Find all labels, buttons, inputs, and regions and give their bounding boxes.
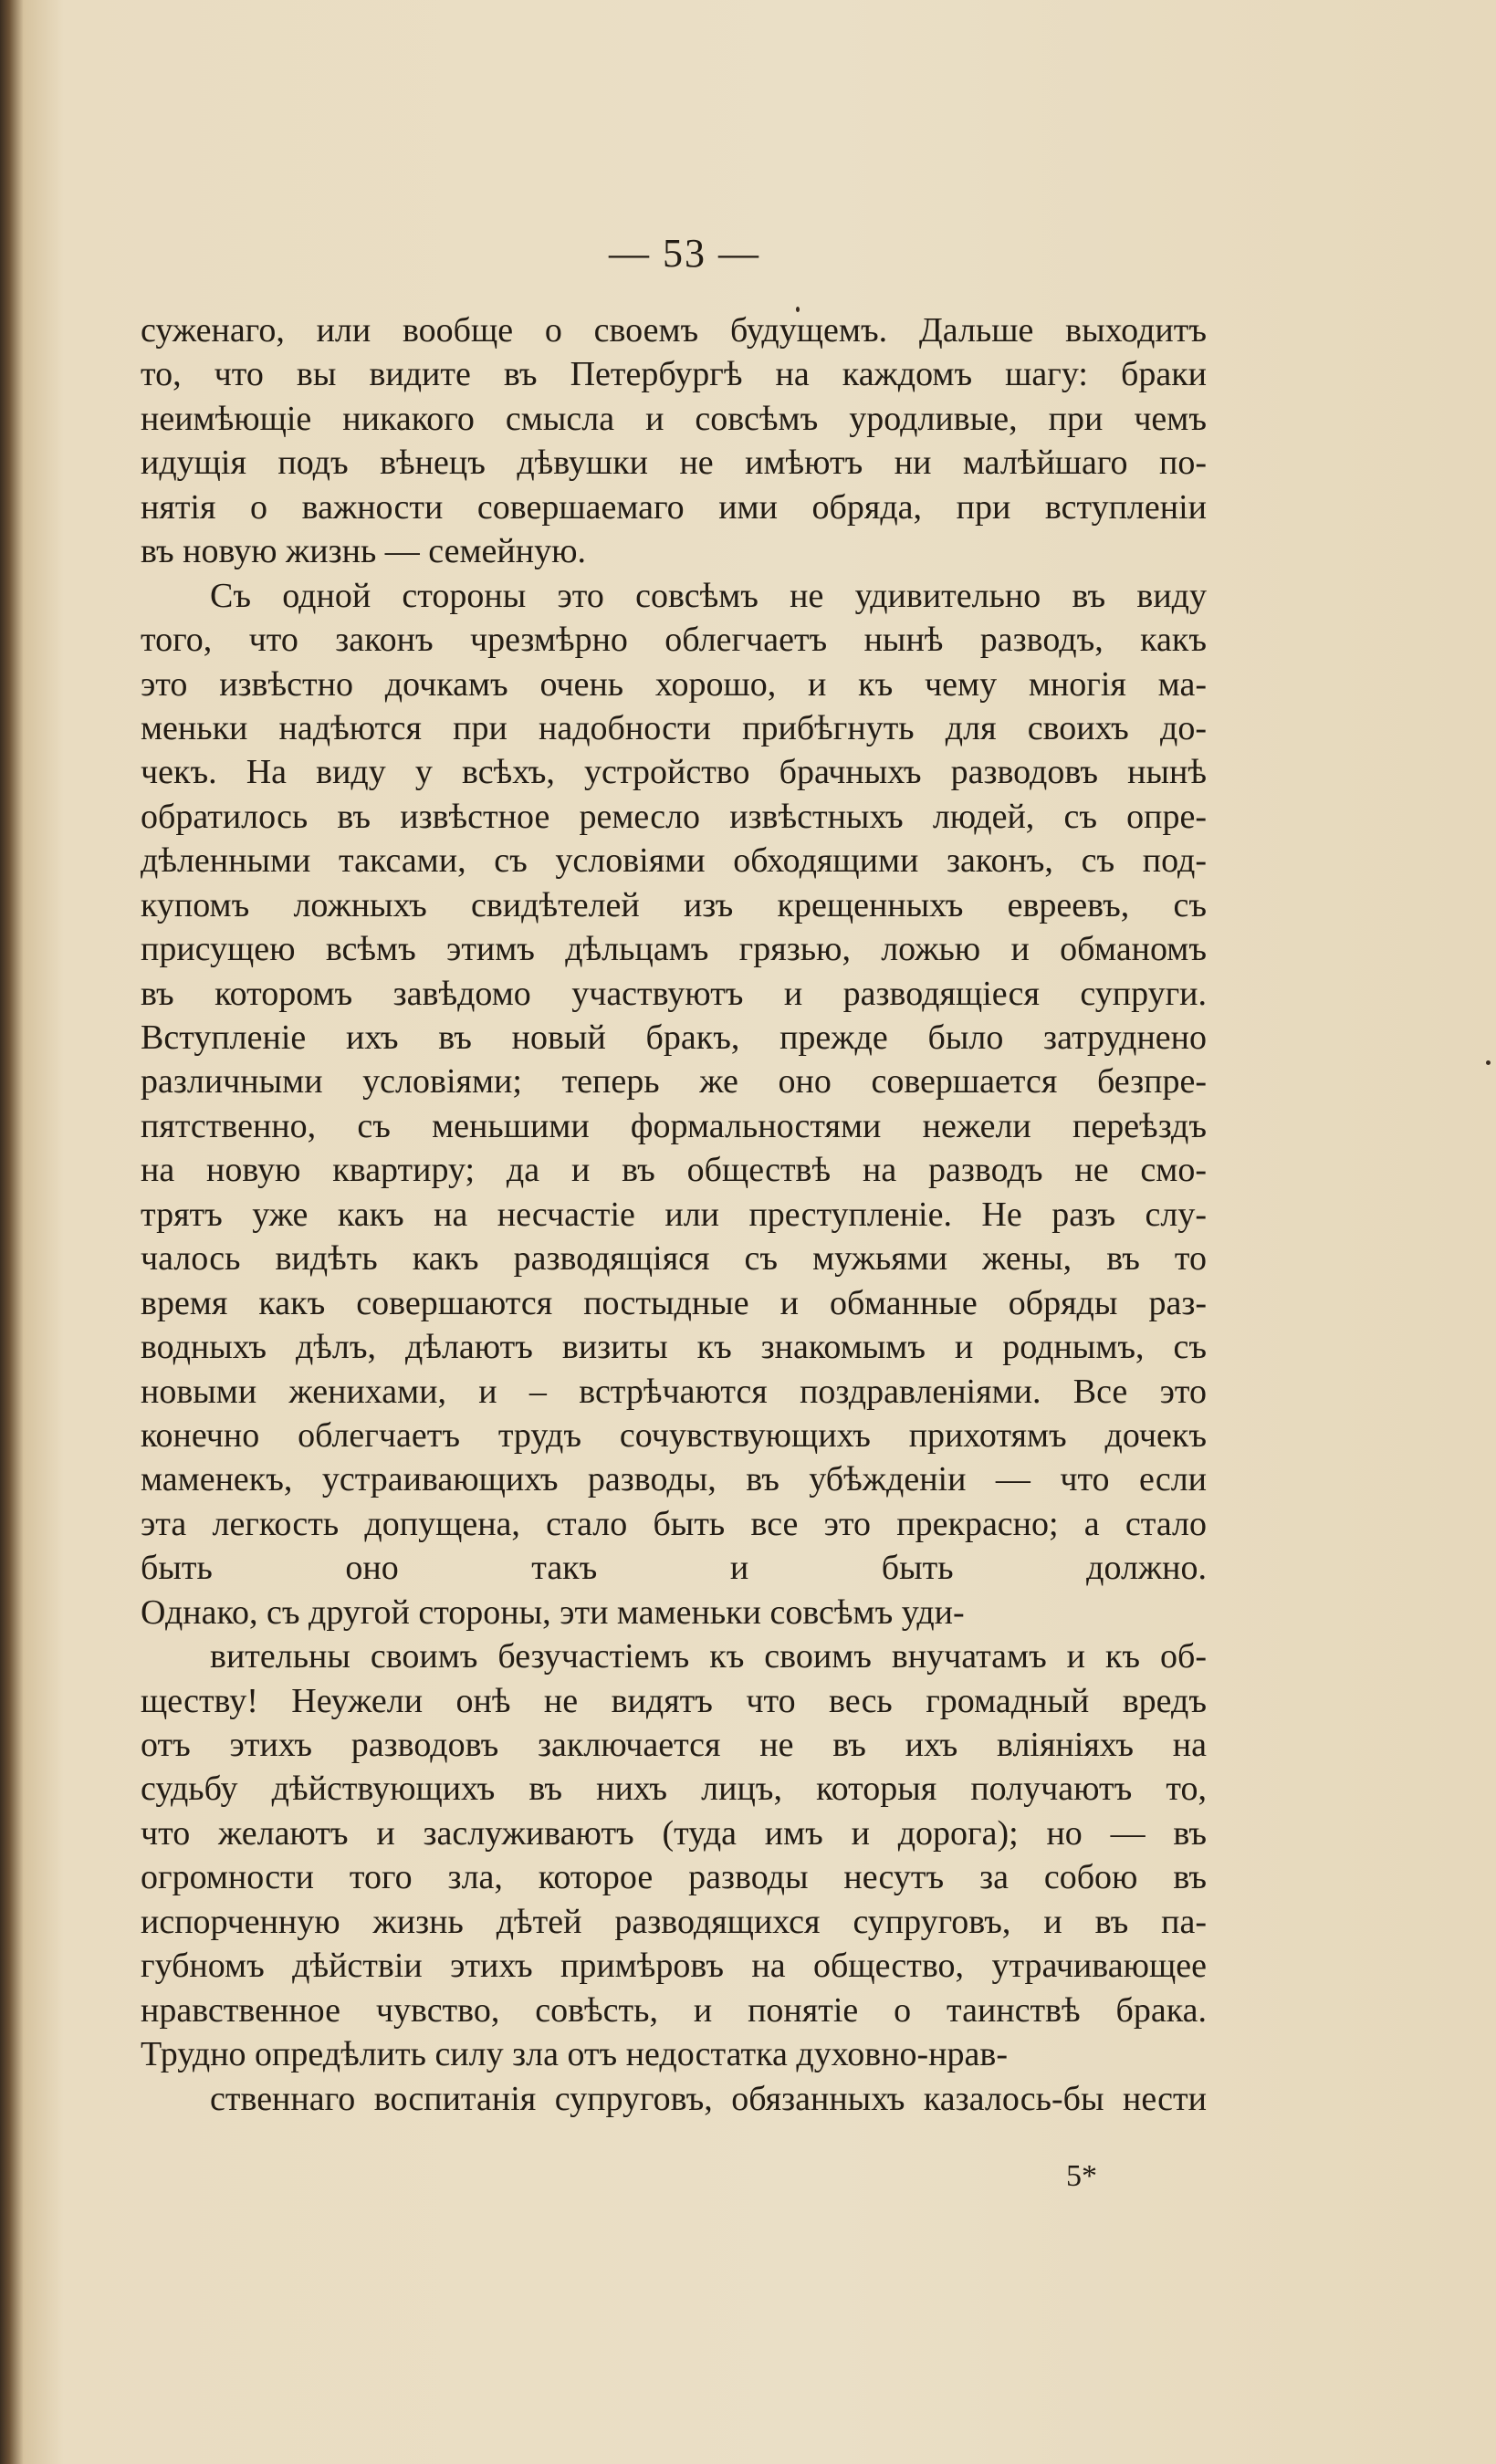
text-line: испорченную жизнь дѣтей разводящихся супруговъ, и въ па- xyxy=(141,1902,1207,1941)
text-line: новыми женихами, и – встрѣчаются поздравленіями. Все это xyxy=(141,1372,1207,1411)
text-line: ществу! Неужели онѣ не видятъ что весь громадный вредъ xyxy=(141,1681,1207,1720)
text-line: отъ этихъ разводовъ заключается не въ ихъ вліяніяхъ на xyxy=(141,1726,1207,1764)
text-line: быть оно такъ и быть должно. xyxy=(141,1549,1207,1588)
text-line: конечно облегчаетъ трудъ сочувствующихъ прихотямъ дочекъ xyxy=(141,1415,1207,1455)
text-line: на новую квартиру; да и въ обществѣ на разводъ не смо- xyxy=(141,1151,1207,1190)
text-line xyxy=(141,2121,1207,2165)
signature-mark: 5* xyxy=(1066,2159,1097,2193)
text-line: эта легкость допущена, стало быть все это прекрасно; а стало xyxy=(141,1504,1207,1543)
text-line: чалось видѣть какъ разводящіяся съ мужьями жены, въ то xyxy=(141,1239,1207,1279)
text-line: вительны своимъ безучастіемъ къ своимъ внучатамъ и къ об- xyxy=(210,1637,1207,1676)
text-line: огромности того зла, которое разводы несутъ за собою въ xyxy=(141,1858,1207,1897)
text-line: нравственное чувство, совѣсть, и понятіе о таинствѣ брака. xyxy=(141,1990,1207,2030)
text-line: различными условіями; теперь же оно совершается безпре- xyxy=(141,1062,1207,1101)
text-line: въ которомъ завѣдомо участвуютъ и разводящіеся супруги. xyxy=(141,974,1207,1013)
page-number: — 53 — xyxy=(609,231,760,276)
ink-spot xyxy=(1486,1060,1491,1065)
text-line: судьбу дѣйствующихъ въ нихъ лицъ, которыя получаютъ то, xyxy=(141,1770,1207,1809)
body-text xyxy=(141,308,1207,2165)
text-line: это извѣстно дочкамъ очень хорошо, и къ чему многія ма- xyxy=(141,664,1207,704)
text-line: Съ одной стороны это совсѣмъ не удивительно въ виду xyxy=(210,576,1207,615)
text-line: меньки надѣются при надобности прибѣгнуть для своихъ до- xyxy=(141,708,1207,747)
text-line: въ новую жизнь — семейную. xyxy=(141,532,586,571)
text-line: того, что законъ чрезмѣрно облегчаетъ нынѣ разводъ, какъ xyxy=(141,621,1207,660)
text-line: Однако, съ другой стороны, эти маменьки совсѣмъ уди- xyxy=(141,1592,965,1632)
text-line: трятъ уже какъ на несчастіе или преступленіе. Не разъ слу- xyxy=(141,1195,1207,1234)
text-line: идущія подъ вѣнецъ дѣвушки не имѣютъ ни малѣйшаго по- xyxy=(141,444,1207,483)
text-line: губномъ дѣйствіи этихъ примѣровъ на общество, утрачивающее xyxy=(141,1947,1207,1986)
text-line: суженаго, или вообще о своемъ будущемъ. Дальше выходитъ xyxy=(141,311,1207,350)
text-line: неимѣющіе никакого смысла и совсѣмъ уродливые, при чемъ xyxy=(141,399,1207,438)
text-line: водныхъ дѣлъ, дѣлаютъ визиты къ знакомымъ и роднымъ, съ xyxy=(141,1328,1207,1367)
text-line: купомъ ложныхъ свидѣтелей изъ крещенныхъ евреевъ, съ xyxy=(141,885,1207,924)
text-line: время какъ совершаются постыдные и обманные обряды раз- xyxy=(141,1283,1207,1322)
text-line: маменекъ, устраивающихъ разводы, въ убѣжденіи — что если xyxy=(141,1460,1207,1499)
text-line: дѣленными таксами, съ условіями обходящими законъ, съ под- xyxy=(141,841,1207,881)
text-line: пятственно, съ меньшими формальностями нежели переѣздъ xyxy=(141,1106,1207,1145)
text-line: Вступленіе ихъ въ новый бракъ, прежде было затруднено xyxy=(141,1018,1207,1057)
text-line: нятія о важности совершаемаго ими обряда, при вступленіи xyxy=(141,487,1207,527)
text-line: обратилось въ извѣстное ремесло извѣстныхъ людей, съ опре- xyxy=(141,797,1207,836)
text-line: присущею всѣмъ этимъ дѣльцамъ грязью, ложью и обманомъ xyxy=(141,930,1207,969)
text-line: ственнаго воспитанія супруговъ, обязанныхъ казалось-бы нести xyxy=(210,2079,1207,2118)
text-line: то, что вы видите въ Петербургѣ на каждомъ шагу: браки xyxy=(141,355,1207,394)
text-line: что желаютъ и заслуживаютъ (туда имъ и дорога); но — въ xyxy=(141,1813,1207,1853)
text-line: Трудно опредѣлить силу зла отъ недостатка духовно-нрав- xyxy=(141,2035,1008,2074)
text-line: чекъ. На виду у всѣхъ, устройство брачныхъ разводовъ нынѣ xyxy=(141,753,1207,792)
